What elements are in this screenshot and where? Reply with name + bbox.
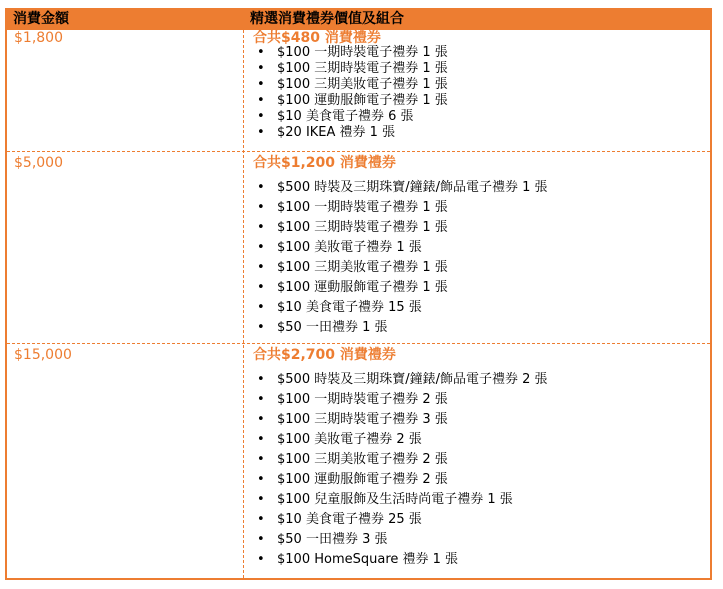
- voucher-list: [253, 178, 548, 338]
- voucher-item: $100 一期時裝電子禮券 1 張: [277, 45, 448, 60]
- voucher-item: $10 美食電子禮券 25 張: [277, 512, 422, 527]
- voucher-item: $100 運動服飾電子禮券 1 張: [277, 93, 448, 108]
- voucher-item: $100 美妝電子禮券 1 張: [277, 240, 422, 255]
- row-divider: [7, 151, 710, 152]
- bullet-icon: •: [257, 61, 265, 76]
- spend-amount: $1,800: [14, 30, 63, 46]
- voucher-item: $100 HomeSquare 禮券 1 張: [277, 552, 459, 567]
- spend-amount: $15,000: [14, 347, 72, 363]
- table-header: [7, 8, 710, 30]
- bullet-icon: •: [257, 300, 265, 315]
- voucher-item: $100 三期時裝電子禮券 1 張: [277, 61, 448, 76]
- list-item: [253, 278, 548, 298]
- list-item: [253, 530, 548, 550]
- bullet-icon: •: [257, 45, 265, 60]
- list-item: [253, 198, 548, 218]
- list-item: [253, 370, 548, 390]
- bullet-icon: •: [257, 412, 265, 427]
- bullet-icon: •: [257, 392, 265, 407]
- bullet-icon: •: [257, 77, 265, 92]
- voucher-list: [253, 370, 548, 570]
- voucher-total: 合共$480 消費禮券: [253, 30, 381, 46]
- list-item: [253, 410, 548, 430]
- bullet-icon: •: [257, 240, 265, 255]
- list-item: [253, 238, 548, 258]
- bullet-icon: •: [257, 260, 265, 275]
- spend-amount: $5,000: [14, 155, 63, 171]
- list-item: [253, 430, 548, 450]
- bullet-icon: •: [257, 320, 265, 335]
- list-item: [253, 93, 448, 109]
- list-item: [253, 77, 448, 93]
- bullet-icon: •: [257, 125, 265, 140]
- voucher-item: $100 運動服飾電子禮券 2 張: [277, 472, 448, 487]
- voucher-item: $100 三期美妝電子禮券 1 張: [277, 260, 448, 275]
- bullet-icon: •: [257, 532, 265, 547]
- header-voucher-combo: 精選消費禮券價值及組合: [250, 11, 404, 27]
- voucher-item: $100 運動服飾電子禮券 1 張: [277, 280, 448, 295]
- list-item: [253, 470, 548, 490]
- voucher-item: $100 三期時裝電子禮券 3 張: [277, 412, 448, 427]
- list-item: [253, 390, 548, 410]
- voucher-item: $10 美食電子禮券 15 張: [277, 300, 422, 315]
- row-divider: [7, 343, 710, 344]
- list-item: [253, 490, 548, 510]
- bullet-icon: •: [257, 492, 265, 507]
- voucher-item: $20 IKEA 禮券 1 張: [277, 125, 396, 140]
- list-item: [253, 318, 548, 338]
- voucher-table: [5, 8, 712, 580]
- bullet-icon: •: [257, 93, 265, 108]
- bullet-icon: •: [257, 220, 265, 235]
- voucher-item: $100 一期時裝電子禮券 2 張: [277, 392, 448, 407]
- voucher-item: $100 三期美妝電子禮券 2 張: [277, 452, 448, 467]
- bullet-icon: •: [257, 109, 265, 124]
- voucher-item: $100 美妝電子禮券 2 張: [277, 432, 422, 447]
- voucher-total: 合共$2,700 消費禮券: [253, 347, 396, 363]
- list-item: [253, 258, 548, 278]
- bullet-icon: •: [257, 552, 265, 567]
- voucher-item: $100 三期美妝電子禮券 1 張: [277, 77, 448, 92]
- column-divider: [243, 30, 244, 578]
- list-item: [253, 218, 548, 238]
- voucher-item: $100 一期時裝電子禮券 1 張: [277, 200, 448, 215]
- voucher-total: 合共$1,200 消費禮券: [253, 155, 396, 171]
- bullet-icon: •: [257, 372, 265, 387]
- list-item: [253, 450, 548, 470]
- list-item: [253, 125, 448, 141]
- list-item: [253, 550, 548, 570]
- voucher-item: $50 一田禮券 1 張: [277, 320, 388, 335]
- header-amount: 消費金額: [13, 11, 69, 27]
- bullet-icon: •: [257, 472, 265, 487]
- voucher-item: $500 時裝及三期珠寶/鐘錶/飾品電子禮券 1 張: [277, 180, 548, 195]
- voucher-item: $100 兒童服飾及生活時尚電子禮券 1 張: [277, 492, 513, 507]
- voucher-item: $50 一田禮券 3 張: [277, 532, 388, 547]
- list-item: [253, 178, 548, 198]
- voucher-item: $500 時裝及三期珠寶/鐘錶/飾品電子禮券 2 張: [277, 372, 548, 387]
- bullet-icon: •: [257, 432, 265, 447]
- bullet-icon: •: [257, 180, 265, 195]
- bullet-icon: •: [257, 452, 265, 467]
- list-item: [253, 45, 448, 61]
- list-item: [253, 510, 548, 530]
- bullet-icon: •: [257, 200, 265, 215]
- voucher-item: $100 三期時裝電子禮券 1 張: [277, 220, 448, 235]
- list-item: [253, 109, 448, 125]
- list-item: [253, 298, 548, 318]
- voucher-list: [253, 45, 448, 141]
- voucher-item: $10 美食電子禮券 6 張: [277, 109, 414, 124]
- list-item: [253, 61, 448, 77]
- bullet-icon: •: [257, 512, 265, 527]
- bullet-icon: •: [257, 280, 265, 295]
